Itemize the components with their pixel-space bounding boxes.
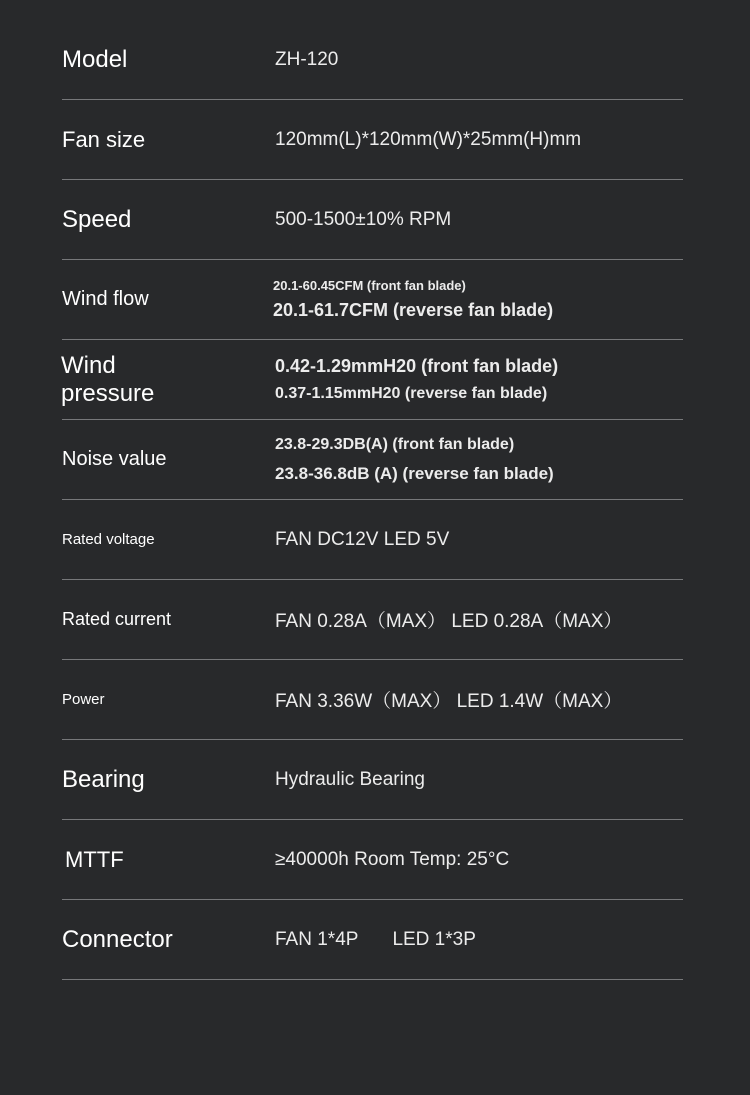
spec-row-connector: [62, 900, 683, 980]
spec-values: [275, 660, 622, 739]
spec-label: Rated current: [62, 609, 172, 630]
spec-label: Power: [62, 690, 105, 708]
spec-row-speed: [62, 180, 683, 260]
spec-values: [273, 260, 553, 339]
spec-label: Connector: [62, 925, 173, 953]
spec-row-wind-flow: [62, 260, 683, 340]
spec-value: 23.8-29.3DB(A) (front fan blade): [275, 435, 515, 453]
spec-value: ≥40000h Room Temp: 25°C: [275, 848, 510, 870]
spec-row-fan-size: [62, 100, 683, 180]
spec-row-mttf: [62, 820, 683, 900]
spec-value: FAN DC12V LED 5V: [275, 528, 450, 550]
spec-values: [275, 420, 554, 499]
spec-label: Wind flow: [62, 288, 149, 310]
spec-row-rated-voltage: [62, 500, 683, 580]
spec-values: [275, 740, 425, 819]
spec-row-bearing: [62, 740, 683, 820]
spec-value: FAN 3.36W（MAX） LED 1.4W（MAX）: [275, 691, 623, 712]
spec-value: 120mm(L)*120mm(W)*25mm(H)mm: [275, 128, 582, 150]
spec-value: FAN 1*4P: [275, 928, 359, 950]
spec-row-rated-current: [62, 580, 683, 660]
spec-values: [275, 180, 451, 259]
spec-label: [61, 340, 154, 419]
spec-value: 20.1-60.45CFM (front fan blade): [273, 278, 466, 293]
spec-label: Fan size: [62, 126, 146, 152]
spec-values: [275, 900, 476, 979]
spec-row-noise-value: [62, 420, 683, 500]
spec-row-model: [62, 20, 683, 100]
spec-value: 0.42-1.29mmH20 (front fan blade): [275, 356, 559, 376]
spec-row-wind-pressure: [62, 340, 683, 420]
spec-values: [275, 500, 449, 579]
spec-values: [275, 580, 622, 659]
spec-table: [62, 20, 683, 980]
spec-label: Bearing: [62, 765, 145, 793]
spec-row-power: [62, 660, 683, 740]
spec-label: Speed: [62, 205, 132, 233]
spec-values: [275, 20, 338, 99]
spec-value: Hydraulic Bearing: [275, 768, 425, 790]
spec-label: Noise value: [62, 448, 167, 470]
spec-value: 500-1500±10% RPM: [275, 208, 452, 230]
spec-values: [275, 100, 581, 179]
spec-value: ZH-120: [275, 48, 339, 70]
spec-label: MTTF: [65, 846, 124, 872]
spec-label-line: Wind: [61, 351, 116, 379]
spec-value: LED 1*3P: [392, 928, 476, 950]
spec-values: [275, 820, 509, 899]
spec-values: [275, 340, 558, 419]
spec-label: Model: [62, 45, 128, 73]
spec-label: Rated voltage: [62, 530, 155, 548]
spec-value: 20.1-61.7CFM (reverse fan blade): [273, 300, 554, 320]
spec-value: 23.8-36.8dB (A) (reverse fan blade): [275, 463, 554, 483]
spec-label-line: pressure: [61, 379, 155, 407]
spec-value: FAN 0.28A（MAX） LED 0.28A（MAX）: [275, 611, 623, 632]
spec-value: 0.37-1.15mmH20 (reverse fan blade): [275, 385, 548, 402]
